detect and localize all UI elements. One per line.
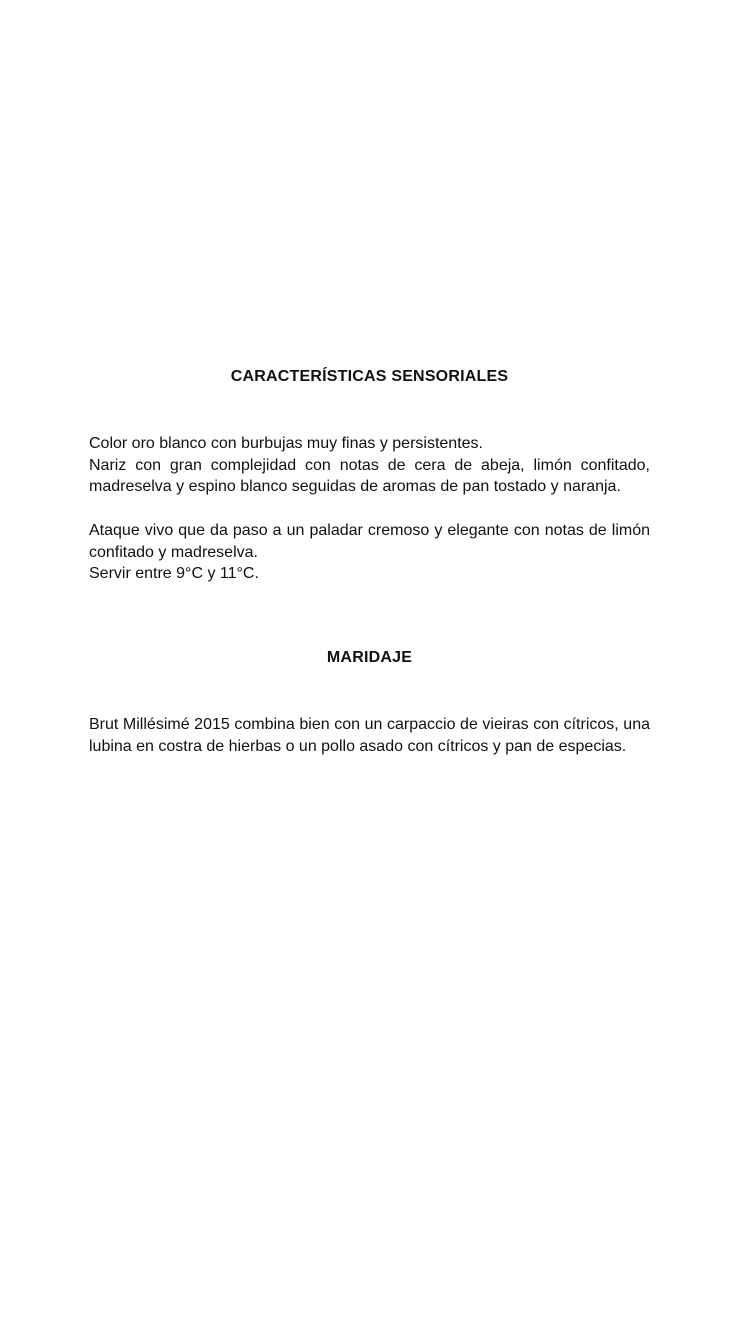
pairing-heading: MARIDAJE — [326, 649, 413, 666]
sensory-characteristics-heading: CARACTERÍSTICAS SENSORIALES — [230, 368, 509, 385]
color-paragraph: Color oro blanco con burbujas muy finas y persistentes. — [89, 435, 483, 452]
palate-paragraph: Ataque vivo que da paso a un paladar cremoso y elegante con notas de limón confitado y madreselva. — [89, 521, 650, 561]
sensory-description — [89, 433, 650, 585]
nose-paragraph: Nariz con gran complejidad con notas de cera de abeja, limón confitado, madreselva y espino blanco seguidas de aromas de pan tostado y naranja. — [89, 456, 650, 496]
paragraph-spacer — [89, 498, 650, 520]
pairing-description — [89, 714, 650, 757]
serving-temperature-paragraph: Servir entre 9°C y 11°C. — [89, 565, 259, 583]
pairing-paragraph: Brut Millésimé 2015 combina bien con un carpaccio de vieiras con cítricos, una lubina en costra de hierbas o un pollo asado con cítricos y pan de especias. — [89, 716, 650, 755]
